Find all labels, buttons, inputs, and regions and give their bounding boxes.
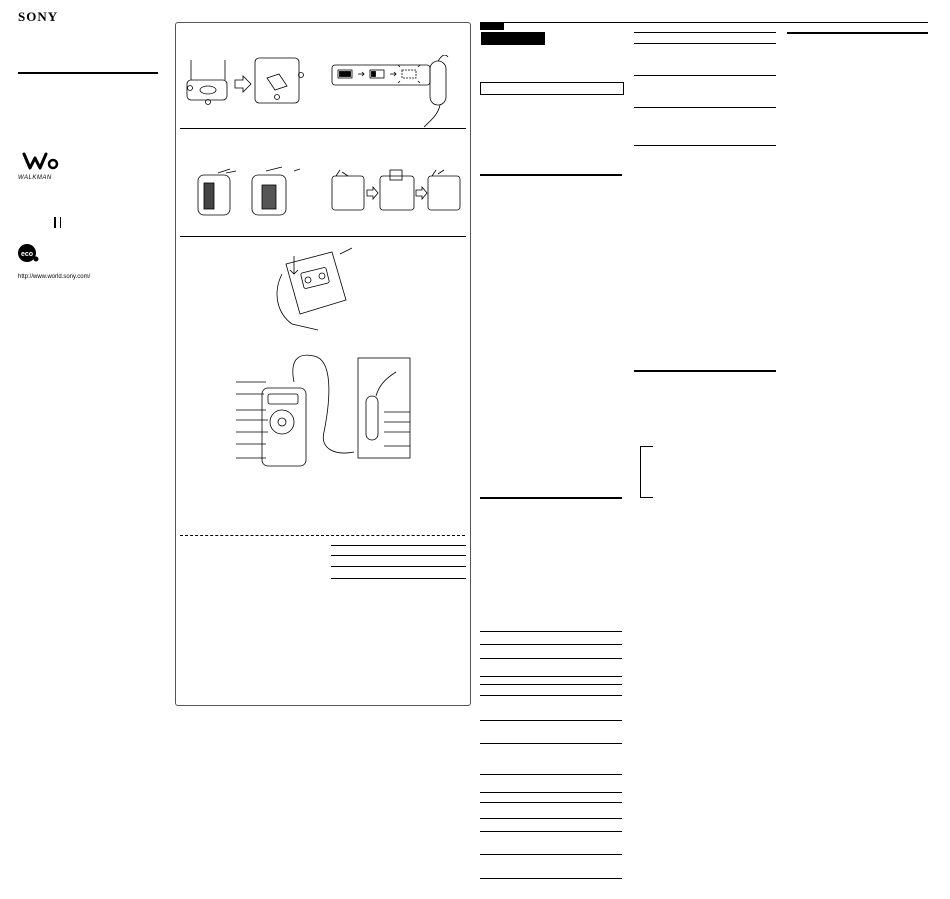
col2-heading-rule (634, 370, 776, 372)
spec-rule-1 (331, 545, 466, 546)
col2-rule-5 (634, 145, 776, 146)
walkman-logo-icon (20, 150, 70, 174)
table-rule-6 (480, 695, 622, 696)
table-rule-7 (480, 720, 622, 721)
heading-rule-1 (480, 174, 622, 176)
col2-rule-3 (634, 75, 776, 76)
section-rule-1 (180, 128, 466, 129)
table-rule-8 (480, 743, 622, 744)
col2-rule-4 (634, 107, 776, 108)
sony-logo: SONY (18, 9, 59, 24)
table-rule-12 (480, 818, 622, 819)
table-rule-1 (480, 631, 622, 632)
section-title-block (481, 32, 545, 45)
header-rule (480, 22, 928, 23)
cassette-loading-illustration (272, 244, 362, 334)
notice-box (480, 82, 624, 95)
col2-rule-1 (634, 32, 776, 33)
clip-charger-illustration (190, 165, 300, 223)
table-rule-15 (480, 878, 622, 879)
walkman-wordmark: WALKMAN (18, 175, 52, 181)
table-rule-2 (480, 644, 622, 645)
model-marker (54, 217, 56, 228)
table-rule-13 (480, 831, 622, 832)
table-rule-10 (480, 792, 622, 793)
case-sequence-illustration (330, 168, 462, 213)
spec-rule-2 (331, 555, 466, 556)
battery-insert-illustration (183, 50, 313, 115)
table-rule-4 (480, 676, 622, 677)
table-rule-3 (480, 658, 622, 659)
svg-text:eco: eco (20, 251, 34, 258)
eco-icon (17, 243, 39, 263)
language-tab (480, 22, 504, 30)
table-rule-9 (480, 774, 622, 775)
spec-rule-3 (331, 566, 466, 567)
dashed-separator (180, 535, 465, 536)
battery-indicator-icon (330, 55, 465, 130)
website-url: http://www.world.sony.com/ (18, 274, 91, 280)
player-remote-illustration (234, 352, 414, 472)
col2-rule-2 (634, 43, 776, 44)
bracket-mark (640, 446, 653, 498)
spec-rule-4 (331, 578, 466, 579)
table-rule-11 (480, 802, 622, 803)
table-rule-14 (480, 854, 622, 855)
cover-title-rule (18, 72, 158, 74)
table-rule-5 (480, 684, 622, 685)
col3-heading-rule (787, 32, 928, 34)
section-rule-2 (180, 236, 466, 237)
model-marker-thin (60, 217, 61, 228)
heading-rule-2 (480, 497, 622, 499)
